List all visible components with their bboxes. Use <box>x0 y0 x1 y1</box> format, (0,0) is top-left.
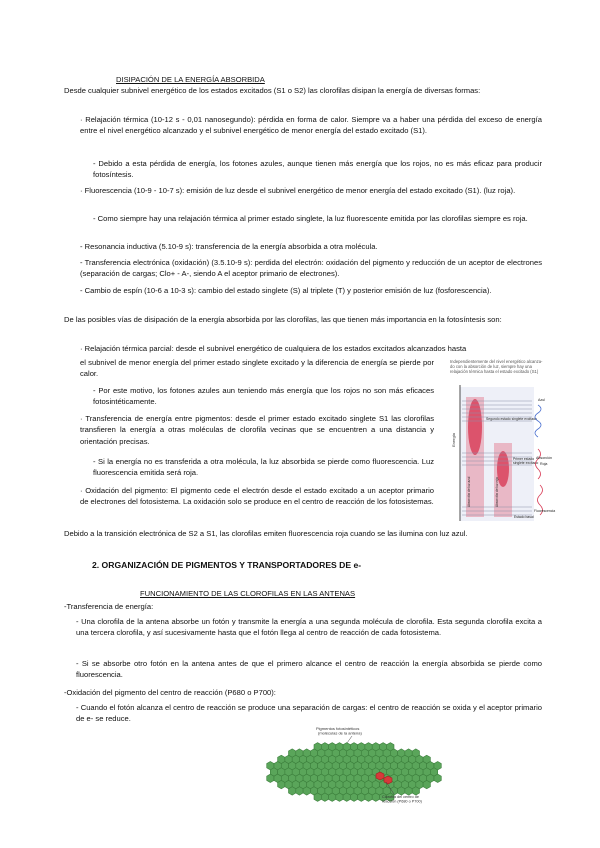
antenna-pigment <box>303 787 310 795</box>
antenna-pigment <box>267 774 274 782</box>
energy-diagram-caption: Independientemente del nivel energético alcanza- do con la absorción de luz, siempre hay una relajación térmica hasta el estado excitado (S1) <box>450 359 543 374</box>
antenna-pigment <box>365 793 372 801</box>
antenna-pigment <box>278 780 285 788</box>
paragraph-posibles: De las posibles vías de disipación de la energía absorbida por las clorofilas, las que tienen más importancia en la fotosíntesis son: <box>64 315 502 324</box>
antenna-pigment <box>336 793 343 801</box>
oxidacion-title: -Oxidación del pigmento del centro de reacción (P680 o P700): <box>64 688 276 697</box>
antenna-pigment <box>329 793 336 801</box>
antenna-pigment <box>321 793 328 801</box>
antenna-pigment <box>350 793 357 801</box>
antenna-pigment <box>358 793 365 801</box>
bullet-pigmentos: · Transferencia de energía entre pigmentos: desde el primer estado excitado singlete S1 las clorofilas transfieren la energía a otras moléculas de clorofila vecinas que se encuentren a una distancia y orientación precisas. <box>80 414 434 446</box>
label-azul: Azul <box>538 398 545 402</box>
subbullet-relajacion: - Debido a esta pérdida de energía, los fotones azules, aunque tienen más energía que los rojos, no es más eficaz para producir fotosíntesis. <box>93 159 542 180</box>
antenna-pigment <box>372 793 379 801</box>
label-fluorescencia: Fluorescencia <box>534 509 556 513</box>
energy-diagram <box>446 357 556 523</box>
abs-azul-label: Absorción de luz azul <box>467 476 471 507</box>
antenna-pigment <box>296 787 303 795</box>
bullet-parcial-line1: · Relajación térmica parcial: desde el subnivel energético de cualquiera de los estados excitados alcanzados hasta <box>80 344 467 353</box>
bullet-espin: - Cambio de espín (10-6 a 10-3 s): cambio del estado singlete (S) al triplete (T) y posterior emisión de luz (fosforescencia). <box>80 286 492 295</box>
paragraph-transicion: Debido a la transición electrónica de S2 a S1, las clorofilas emiten fluorescencia roja cuando se las ilumina con luz azul. <box>64 529 468 538</box>
level-s1-label: Primer estado <box>513 457 535 461</box>
transferencia-point1: - Una clorofila de la antena absorbe un fotón y transmite la energía a una segunda molécula de clorofila. Esta segunda clorofila excita a una tercera clorofila, y así sucesivamente hasta que el fotón llega al centro de reacción de cada fotosistema. <box>76 617 542 638</box>
section-title-disipacion: DISIPACIÓN DE LA ENERGÍA ABSORBIDA <box>116 75 265 84</box>
section2-subtitle: FUNCIONAMIENTO DE LAS CLOROFILAS EN LAS ANTENAS <box>140 589 356 598</box>
subbullet-fluorescencia: - Como siempre hay una relajación térmica al primer estado singlete, la luz fluorescente emitida por las clorofilas siempre es roja. <box>93 214 528 223</box>
pigmentos-label: Pigmentos fotosintéticos (moléculas de la antena) <box>316 726 362 736</box>
bullet-fluorescencia: · Fluorescencia (10-9 - 10-7 s): emisión de luz desde el subnivel energético de menor energía del estado excitado (S1). (luz roja). <box>80 186 516 195</box>
antenna-pigment <box>343 793 350 801</box>
bullet-parcial-line2: el subnivel de menor energía del primer estado singlete excitado y la diferencia de energía se pierde por calor. <box>80 358 434 379</box>
energy-axis-label: Energía <box>451 432 456 447</box>
antenna-pigment <box>423 780 430 788</box>
label-absorcion: Absorción <box>536 456 552 460</box>
level-s2-label: Segundo estado singlete excitado <box>486 417 537 421</box>
level-ground-label: Estado basal <box>514 515 534 519</box>
antenna-pigment <box>434 774 441 782</box>
transferencia-title: -Transferencia de energía: <box>64 602 154 611</box>
centro-label: Clorofila del centro de reacción (P680 o P700) <box>382 795 422 804</box>
oxidacion-point1: - Cuando el fotón alcanza el centro de reacción se produce una separación de cargas: el centro de reacción se oxida y el aceptor primario de e- se reduce. <box>76 703 542 724</box>
antenna-diagram <box>262 724 444 806</box>
abs-roja-label: Absorción de luz roja <box>495 477 499 507</box>
bullet-relajacion: · Relajación térmica (10-12 s - 0,01 nanosegundo): pérdida en forma de calor. Siempre va a haber una pérdida del exceso de energía entre el nivel energético alcanzado y el subnivel energético de menor energía del estado excitado (S1). <box>80 115 542 136</box>
transferencia-point2: - Si se absorbe otro fotón en la antena antes de que el primero alcance el centro de reacción la energía absorbida se pierde como fluorescencia. <box>76 659 542 680</box>
energy-diagram-figure <box>446 357 556 523</box>
antenna-pigment <box>398 787 405 795</box>
antenna-figure <box>262 724 444 806</box>
bullet-transferencia: - Transferencia electrónica (oxidación) (3.5.10-9 s): perdida del electrón: oxidación del pigmento y reducción de un aceptor de electrones (separación de cargas; Clo+ - A-, siendo A el aceptor primario de electrones). <box>80 258 542 279</box>
subbullet-parcial: - Por este motivo, los fotones azules aun teniendo más energía que los rojos no son más eficaces fotosintéticamente. <box>93 386 434 407</box>
antenna-pigment <box>314 793 321 801</box>
bullet-resonancia: - Resonancia inductiva (5.10-9 s): transferencia de la energía absorbida a otra molécula. <box>80 242 378 251</box>
paragraph-intro: Desde cualquier subnivel energético de los estados excitados (S1 o S2) las clorofilas disipan la energía de diversas formas: <box>64 86 481 95</box>
label-roja: Roja <box>540 462 548 466</box>
antenna-pigment <box>289 787 296 795</box>
antenna-pigment <box>405 787 412 795</box>
bullet-oxidacion: · Oxidación del pigmento: El pigmento cede el electrón desde el estado excitado a un aceptor primario de electrones del fotosistema. La oxidación solo se produce en el centro de reacción de los fotosistemas. <box>80 486 434 507</box>
section2-title: 2. ORGANIZACIÓN DE PIGMENTOS Y TRANSPORTADORES DE e- <box>92 560 362 570</box>
svg-text:singlete excitado: singlete excitado <box>513 461 539 465</box>
antenna-pigment <box>412 787 419 795</box>
subbullet-pigmentos: - Si la energía no es transferida a otra molécula, la luz absorbida se pierde como fluorescencia. Luz fluorescencia emitida será roja. <box>93 457 434 478</box>
